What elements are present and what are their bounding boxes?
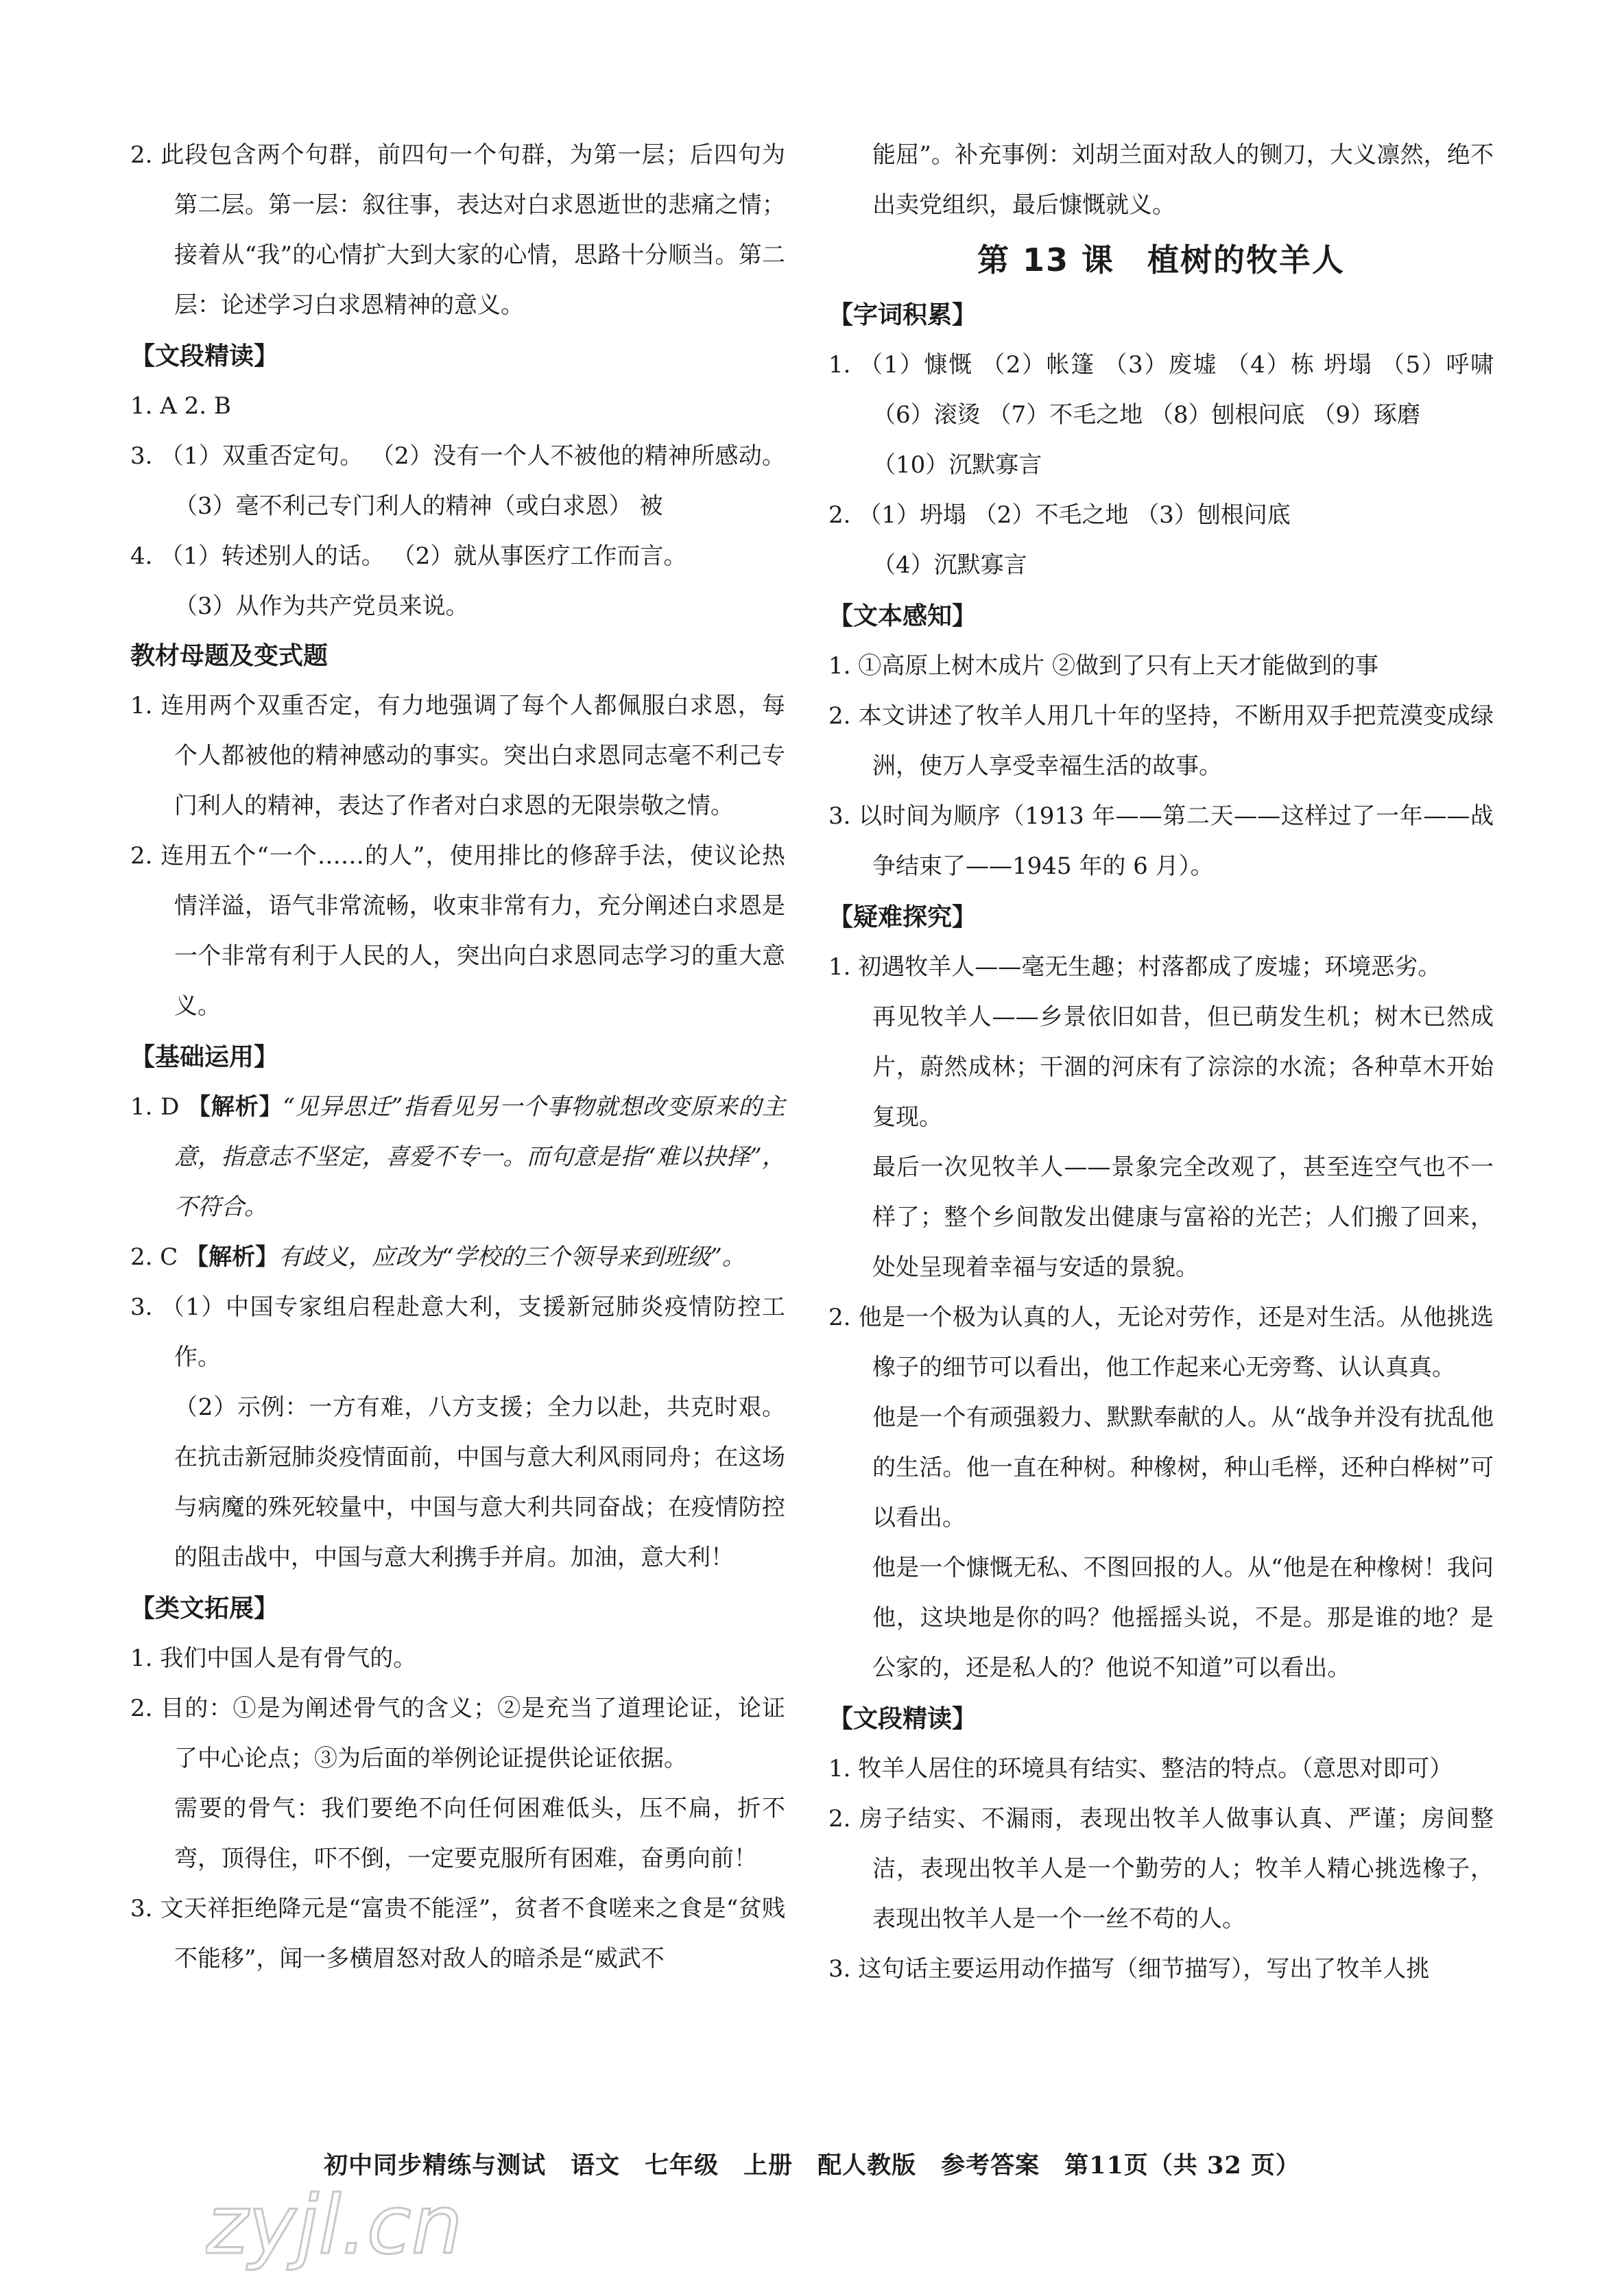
answer-number: 1. D xyxy=(130,1093,188,1121)
answer-item: 4. （1）转述别人的话。 （2）就从事医疗工作而言。 xyxy=(130,542,687,570)
section-heading: 【基础运用】 xyxy=(130,1043,279,1071)
answer-item: 2. （1）坍塌 （2）不毛之地 （3）刨根问底 xyxy=(828,501,1291,529)
answer-number: 2. C xyxy=(130,1243,186,1271)
answer-item xyxy=(130,1232,785,1282)
watermark-logo xyxy=(206,2177,590,2274)
answer-continuation: 最后一次见牧羊人——景象完全改观了，甚至连空气也不一样了；整个乡间散发出健康与富裕的光芒；人们搬了回来，处处呈现着幸福与安适的景貌。 xyxy=(872,1154,1494,1281)
answer-item: 1. A 2. B xyxy=(130,392,231,420)
answer-item xyxy=(130,1082,785,1232)
answer-item: 3. （1）中国专家组启程赴意大利，支援新冠肺炎疫情防控工作。 xyxy=(130,1293,785,1371)
answer-item: 1. ①高原上树木成片 ②做到了只有上天才能做到的事 xyxy=(828,652,1379,680)
answer-item: 2. 他是一个极为认真的人，无论对劳作，还是对生活。从他挑选橡子的细节可以看出，他工作起来心无旁骛、认认真真。 xyxy=(828,1304,1494,1381)
answer-item: 3. 这句话主要运用动作描写（细节描写），写出了牧羊人挑 xyxy=(828,1955,1430,1983)
section-heading: 【文本感知】 xyxy=(828,602,977,630)
answer-continuation: 他是一个有顽强毅力、默默奉献的人。从“战争并没有扰乱他的生活。他一直在种树。种橡树，种山毛榉，还种白桦树”可以看出。 xyxy=(872,1404,1494,1531)
answer-item: 1. 我们中国人是有骨气的。 xyxy=(130,1645,417,1672)
section-heading: 【文段精读】 xyxy=(828,1705,977,1733)
answer-item: 3. （1）双重否定句。 （2）没有一个人不被他的精神所感动。 （3）毫不利己专门利人的精神（或白求恩） 被 xyxy=(130,442,785,520)
answer-item: 1. 牧羊人居住的环境具有结实、整洁的特点。（意思对即可） xyxy=(828,1755,1453,1782)
subheading: 教材母题及变式题 xyxy=(130,642,329,670)
section-heading: 【类文拓展】 xyxy=(130,1595,279,1623)
answer-continuation: 再见牧羊人——乡景依旧如昔，但已萌发生机；树木已然成片，蔚然成林；干涸的河床有了淙淙的水流；各种草木开始复现。 xyxy=(872,1003,1494,1131)
answer-continuation: 他是一个慷慨无私、不图回报的人。从“他是在种橡树！我问他，这块地是你的吗？他摇摇头说，不是。那是谁的地？是公家的，还是私人的？他说不知道”可以看出。 xyxy=(872,1554,1494,1682)
answer-continuation: （4）沉默寡言 xyxy=(872,551,1027,579)
answer-item: 1. 初遇牧羊人——毫无生趣；村落都成了废墟；环境恶劣。 xyxy=(828,953,1442,981)
answer-continuation: 能屈”。补充事例：刘胡兰面对敌人的铡刀，大义凛然，绝不出卖党组织，最后慷慨就义。 xyxy=(872,141,1494,219)
answer-item: 2. 此段包含两个句群，前四句一个句群，为第一层；后四句为第二层。第一层：叙往事，表达对白求恩逝世的悲痛之情；接着从“我”的心情扩大到大家的心情，思路十分顺当。第二层：论述学习白求恩精神的意义。 xyxy=(130,141,785,319)
answer-continuation: 需要的骨气：我们要绝不向任何困难低头，压不扁，折不弯，顶得住，吓不倒，一定要克服所有困难，奋勇向前！ xyxy=(174,1795,785,1872)
answer-continuation: （10）沉默寡言 xyxy=(872,451,1042,479)
analysis-tag: 【解析】 xyxy=(187,1093,283,1121)
answer-item: 2. 连用五个“一个……的人”，使用排比的修辞手法，使议论热情洋溢，语气非常流畅，收束非常有力，充分阐述白求恩是一个非常有利于人民的人，突出向白求恩同志学习的重大意义。 xyxy=(130,842,785,1020)
answer-item: 1. （1）慷慨 （2）帐篷 （3）废墟 （4）栋 坍塌 （5）呼啸 （6）滚烫 （7）不毛之地 （8）刨根问底 （9）琢磨 xyxy=(828,351,1494,429)
answer-continuation: （2）示例：一方有难，八方支援；全力以赴，共克时艰。在抗击新冠肺炎疫情面前，中国与意大利风雨同舟；在这场与病魔的殊死较量中，中国与意大利共同奋战；在疫情防控的阻击战中，中国与意大利携手并肩。加油，意大利！ xyxy=(174,1394,785,1571)
answer-continuation: （3）从作为共产党员来说。 xyxy=(174,593,469,620)
watermark-text: zyjl.cn xyxy=(206,2177,463,2272)
left-column xyxy=(130,130,785,1984)
section-heading: 【文段精读】 xyxy=(130,342,279,370)
answer-item: 3. 文天祥拒绝降元是“富贵不能淫”，贫者不食嗟来之食是“贫贱不能移”，闻一多横眉怒对敌人的暗杀是“威武不 xyxy=(130,1895,785,1972)
section-heading: 【疑难探究】 xyxy=(828,903,977,931)
answer-item: 1. 连用两个双重否定，有力地强调了每个人都佩服白求恩，每个人都被他的精神感动的事实。突出白求恩同志毫不利己专门利人的精神，表达了作者对白求恩的无限崇敬之情。 xyxy=(130,692,785,820)
right-column xyxy=(828,130,1494,1994)
page-footer: 初中同步精练与测试 语文 七年级 上册 配人教版 参考答案 第11页（共 32 页） xyxy=(324,2151,1300,2180)
answer-item: 2. 本文讲述了牧羊人用几十年的坚持，不断用双手把荒漠变成绿洲，使万人享受幸福生活的故事。 xyxy=(828,702,1494,780)
analysis-tag: 【解析】 xyxy=(185,1243,279,1271)
answer-item: 3. 以时间为顺序（1913 年——第二天——这样过了一年——战争结束了——1945 年的 6 月）。 xyxy=(828,802,1494,880)
lesson-title: 第 13 课 植树的牧羊人 xyxy=(977,241,1346,278)
section-heading: 【字词积累】 xyxy=(828,301,977,329)
analysis-text: “见异思迁”指看见另一个事物就想改变原来的主意，指意志不坚定，喜爱不专一。而句意是指“难以抉择”，不符合。 xyxy=(174,1093,786,1221)
answer-item: 2. 房子结实、不漏雨，表现出牧羊人做事认真、严谨；房间整洁，表现出牧羊人是一个勤劳的人；牧羊人精心挑选橡子，表现出牧羊人是一个一丝不苟的人。 xyxy=(828,1805,1494,1933)
answer-item: 2. 目的：①是为阐述骨气的含义；②是充当了道理论证，论证了中心论点；③为后面的举例论证提供论证依据。 xyxy=(130,1695,785,1772)
analysis-text: 有歧义，应改为“学校的三个领导来到班级”。 xyxy=(278,1243,745,1271)
